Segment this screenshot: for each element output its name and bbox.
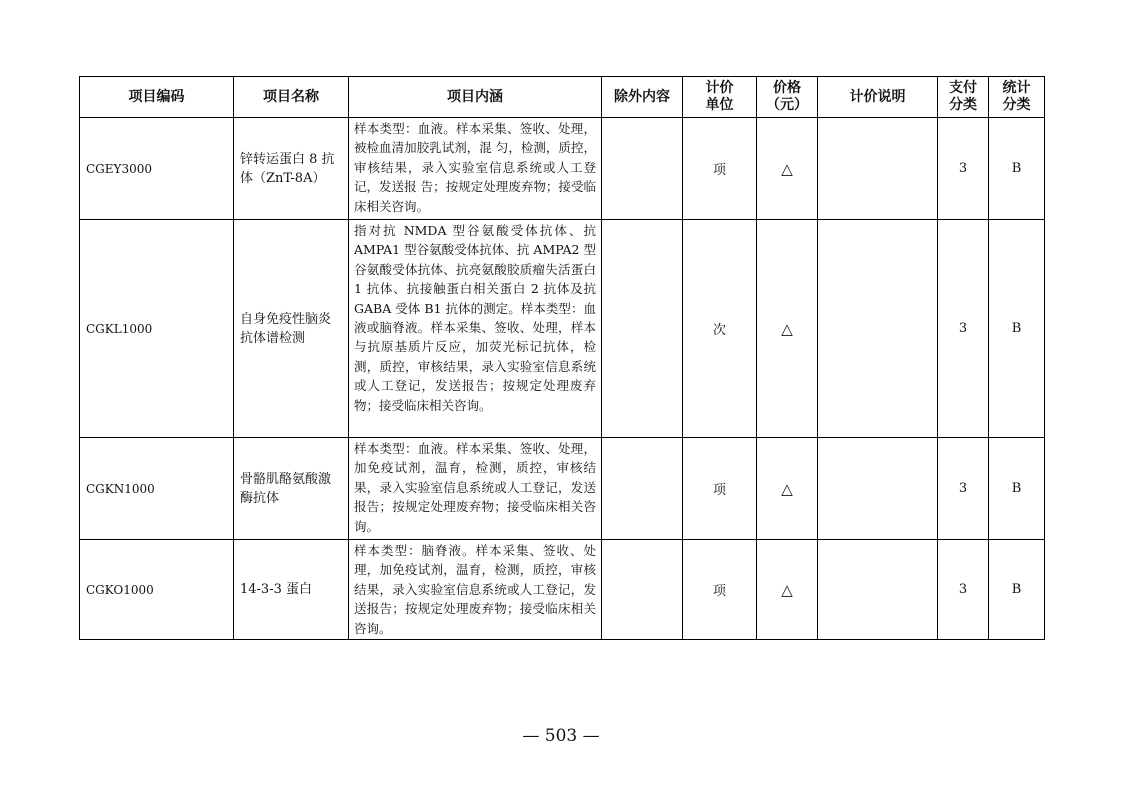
header-name: 项目名称 (234, 77, 349, 118)
header-exclusions: 除外内容 (602, 77, 683, 118)
header-price-line1: 价格 (773, 80, 801, 96)
cell-price: △ (757, 540, 818, 640)
cell-exclusions (602, 220, 683, 438)
page-number: — 503 — (522, 726, 600, 746)
cell-content: 样本类型：脑脊液。样本采集、签收、处理，加免疫试剂，温育，检测，质控，审核结果，录入实验室信息系统或人工登记，发送报告；按规定处理废弃物；接受临床相关咨询。 (349, 540, 602, 640)
cell-unit: 项 (683, 118, 757, 220)
cell-unit: 项 (683, 438, 757, 540)
header-payment-line2: 分类 (949, 97, 977, 113)
header-price (757, 77, 818, 118)
header-row (80, 77, 1045, 118)
cell-stat-class: B (989, 438, 1045, 540)
cell-payment-class: 3 (938, 118, 989, 220)
header-code: 项目编码 (80, 77, 234, 118)
cell-name: 锌转运蛋白 8 抗体（ZnT-8A） (234, 118, 349, 220)
cell-code: CGKL1000 (80, 220, 234, 438)
cell-pricing-note (818, 220, 938, 438)
cell-price: △ (757, 220, 818, 438)
header-stat-line2: 分类 (1002, 97, 1031, 113)
header-price-line2: （元） (766, 97, 808, 113)
header-payment-line1: 支付 (949, 80, 977, 96)
cell-content: 指对抗 NMDA 型谷氨酸受体抗体、抗 AMPA1 型谷氨酸受体抗体、抗 AMPA2 型谷氨酸受体抗体、抗亮氨酸胶质瘤失活蛋白 1 抗体、抗接触蛋白相关蛋白 2 抗体及抗 GABA 受体 B1 抗体的测定。样本类型：血液或脑脊液。样本采集、签收、处理，样本与抗原基质片反应，加荧光标记抗体，检测，质控，审核结果，录入实验室信息系统或人工登记，发送报告；按规定处理废弃物；接受临床相关咨询。 (349, 220, 602, 438)
cell-content: 样本类型：血液。样本采集、签收、处理，被检血清加胶乳试剂，混 匀，检测，质控，审核结果，录入实验室信息系统或人工登记，发送报 告；按规定处理废弃物；接受临床相关咨询。 (349, 118, 602, 220)
cell-stat-class: B (989, 220, 1045, 438)
cell-name: 骨骼肌酪氨酸激酶抗体 (234, 438, 349, 540)
cell-code: CGEY3000 (80, 118, 234, 220)
header-unit-line1: 计价 (705, 80, 734, 96)
header-stat-class (989, 77, 1045, 118)
cell-exclusions (602, 438, 683, 540)
cell-code: CGKO1000 (80, 540, 234, 640)
cell-exclusions (602, 540, 683, 640)
header-unit (683, 77, 757, 118)
header-stat-line1: 统计 (1002, 80, 1031, 96)
cell-payment-class: 3 (938, 220, 989, 438)
cell-exclusions (602, 118, 683, 220)
cell-payment-class: 3 (938, 540, 989, 640)
table-row (80, 220, 1045, 438)
table-row (80, 118, 1045, 220)
table-row (80, 438, 1045, 540)
cell-pricing-note (818, 540, 938, 640)
cell-stat-class: B (989, 118, 1045, 220)
header-unit-line2: 单位 (705, 97, 734, 113)
table-row (80, 540, 1045, 640)
header-pricing-note: 计价说明 (818, 77, 938, 118)
cell-pricing-note (818, 118, 938, 220)
header-payment-class (938, 77, 989, 118)
fee-schedule-table (79, 76, 1045, 640)
cell-code: CGKN1000 (80, 438, 234, 540)
table-body (80, 118, 1045, 640)
cell-payment-class: 3 (938, 438, 989, 540)
cell-stat-class: B (989, 540, 1045, 640)
cell-unit: 项 (683, 540, 757, 640)
cell-unit: 次 (683, 220, 757, 438)
cell-price: △ (757, 438, 818, 540)
cell-name: 自身免疫性脑炎抗体谱检测 (234, 220, 349, 438)
cell-name: 14-3-3 蛋白 (234, 540, 349, 640)
cell-pricing-note (818, 438, 938, 540)
header-content: 项目内涵 (349, 77, 602, 118)
table-header (80, 77, 1045, 118)
cell-price: △ (757, 118, 818, 220)
cell-content: 样本类型：血液。样本采集、签收、处理，加免疫试剂，温育，检测，质控，审核结果，录入实验室信息系统或人工登记，发送报告；按规定处理废弃物；接受临床相关咨询。 (349, 438, 602, 540)
